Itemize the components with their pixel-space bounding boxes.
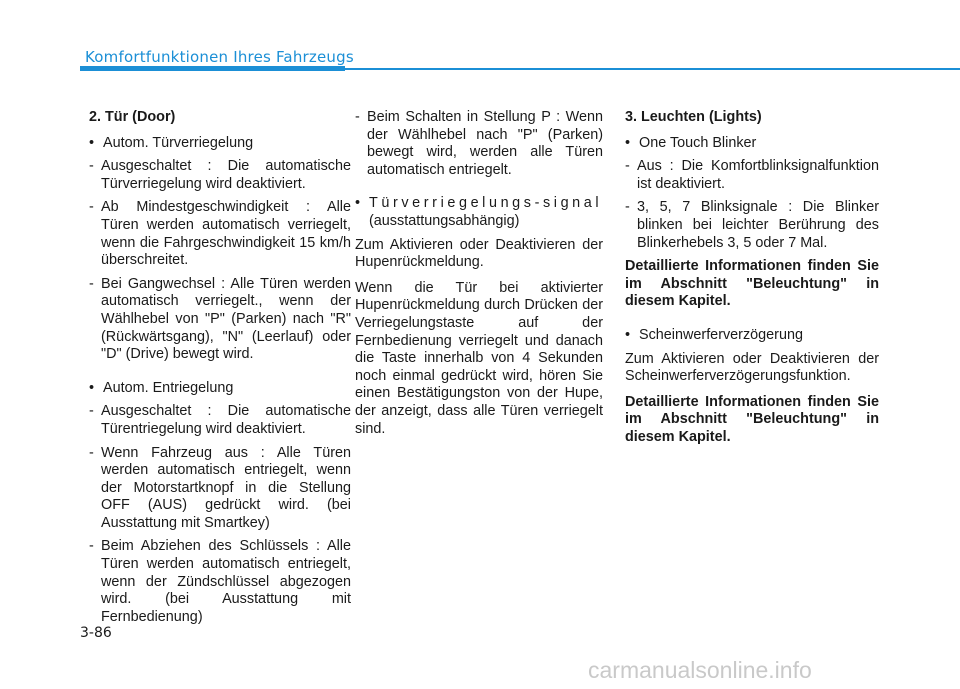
- door-heading: 2. Tür (Door): [89, 109, 176, 125]
- column-door-continued: [355, 109, 603, 446]
- auto-unlock-vehicle-off: - Wenn Fahrzeug aus : Alle Türen werden automatisch entriegelt, wenn der Motorstartknopf in die Stellung OFF (AUS) gedrückt wird. (bei Ausstattung mit Smartkey): [89, 445, 351, 533]
- one-touch-item: • One Touch Blinker: [625, 135, 879, 153]
- lock-signal-detail: Wenn die Tür bei aktivierter Hupenrückmeldung durch Drücken der Verriegelungstaste auf der Fernbedienung verriegelt und danach die Taste innerhalb von 4 Sekunden noch einmal gedrückt wird, hören Sie einen Bestätigungston von der Hupe, der anzeigt, dass alle Türen verriegelt sind.: [355, 279, 603, 437]
- one-touch-off: - Aus : Die Komfortblinksignalfunktion ist deaktiviert.: [625, 158, 879, 193]
- auto-unlock-park: - Beim Schalten in Stellung P : Wenn der Wählhebel nach "P" (Parken) bewegt wird, werden alle Türen automatisch entriegelt.: [355, 109, 603, 179]
- lock-signal-item: [355, 195, 603, 230]
- auto-lock-item: • Autom. Türverriegelung: [89, 135, 351, 153]
- header-rule: [345, 68, 960, 70]
- column-lights: [625, 109, 879, 455]
- headlamp-delay-item: • Scheinwerferverzögerung: [625, 327, 879, 345]
- auto-lock-shift: - Bei Gangwechsel : Alle Türen werden automatisch verriegelt., wenn der Wählhebel von "P" (Parken) nach "R" (Rückwärtsgang), "N" (Leerlauf) oder "D" (Drive) bewegt wird.: [89, 276, 351, 364]
- watermark: carmanualsonline.info: [588, 657, 812, 683]
- auto-unlock-item: • Autom. Entriegelung: [89, 380, 351, 398]
- page-number: 3-86: [80, 625, 112, 641]
- headlamp-delay-desc: Zum Aktivieren oder Deaktivieren der Scheinwerferverzögerungsfunktion.: [625, 350, 879, 385]
- one-touch-count: - 3, 5, 7 Blinksignale : Die Blinker blinken bei leichter Berührung des Blinkerhebels 3, 5 oder 7 Mal.: [625, 199, 879, 252]
- header-accent-bar: [80, 66, 345, 71]
- auto-lock-off: - Ausgeschaltet : Die automatische Türverriegelung wird deaktiviert.: [89, 158, 351, 193]
- auto-unlock-off: - Ausgeschaltet : Die automatische Türentriegelung wird deaktiviert.: [89, 403, 351, 438]
- auto-unlock-key-out: - Beim Abziehen des Schlüssels : Alle Türen werden automatisch entriegelt, wenn der Zündschlüssel abgezogen wird. (bei Ausstattung mit Fernbedienung): [89, 538, 351, 626]
- lock-signal-note: (ausstattungsabhängig): [369, 212, 520, 229]
- column-door: [89, 109, 351, 632]
- lock-signal-desc: Zum Aktivieren oder Deaktivieren der Hupenrückmeldung.: [355, 236, 603, 271]
- lights-note-2: Detaillierte Informationen finden Sie im Abschnitt "Beleuchtung" in diesem Kapitel.: [625, 393, 879, 445]
- lights-heading: 3. Leuchten (Lights): [625, 109, 762, 125]
- lights-note-1: Detaillierte Informationen finden Sie im Abschnitt "Beleuchtung" in diesem Kapitel.: [625, 258, 879, 310]
- lock-signal-label: Türverriegelungs-signal: [369, 195, 603, 212]
- auto-lock-speed: - Ab Mindestgeschwindigkeit : Alle Türen werden automatisch verriegelt, wenn die Fahrgeschwindigkeit 15 km/h überschreitet.: [89, 199, 351, 269]
- section-title: Komfortfunktionen Ihres Fahrzeugs: [85, 48, 354, 66]
